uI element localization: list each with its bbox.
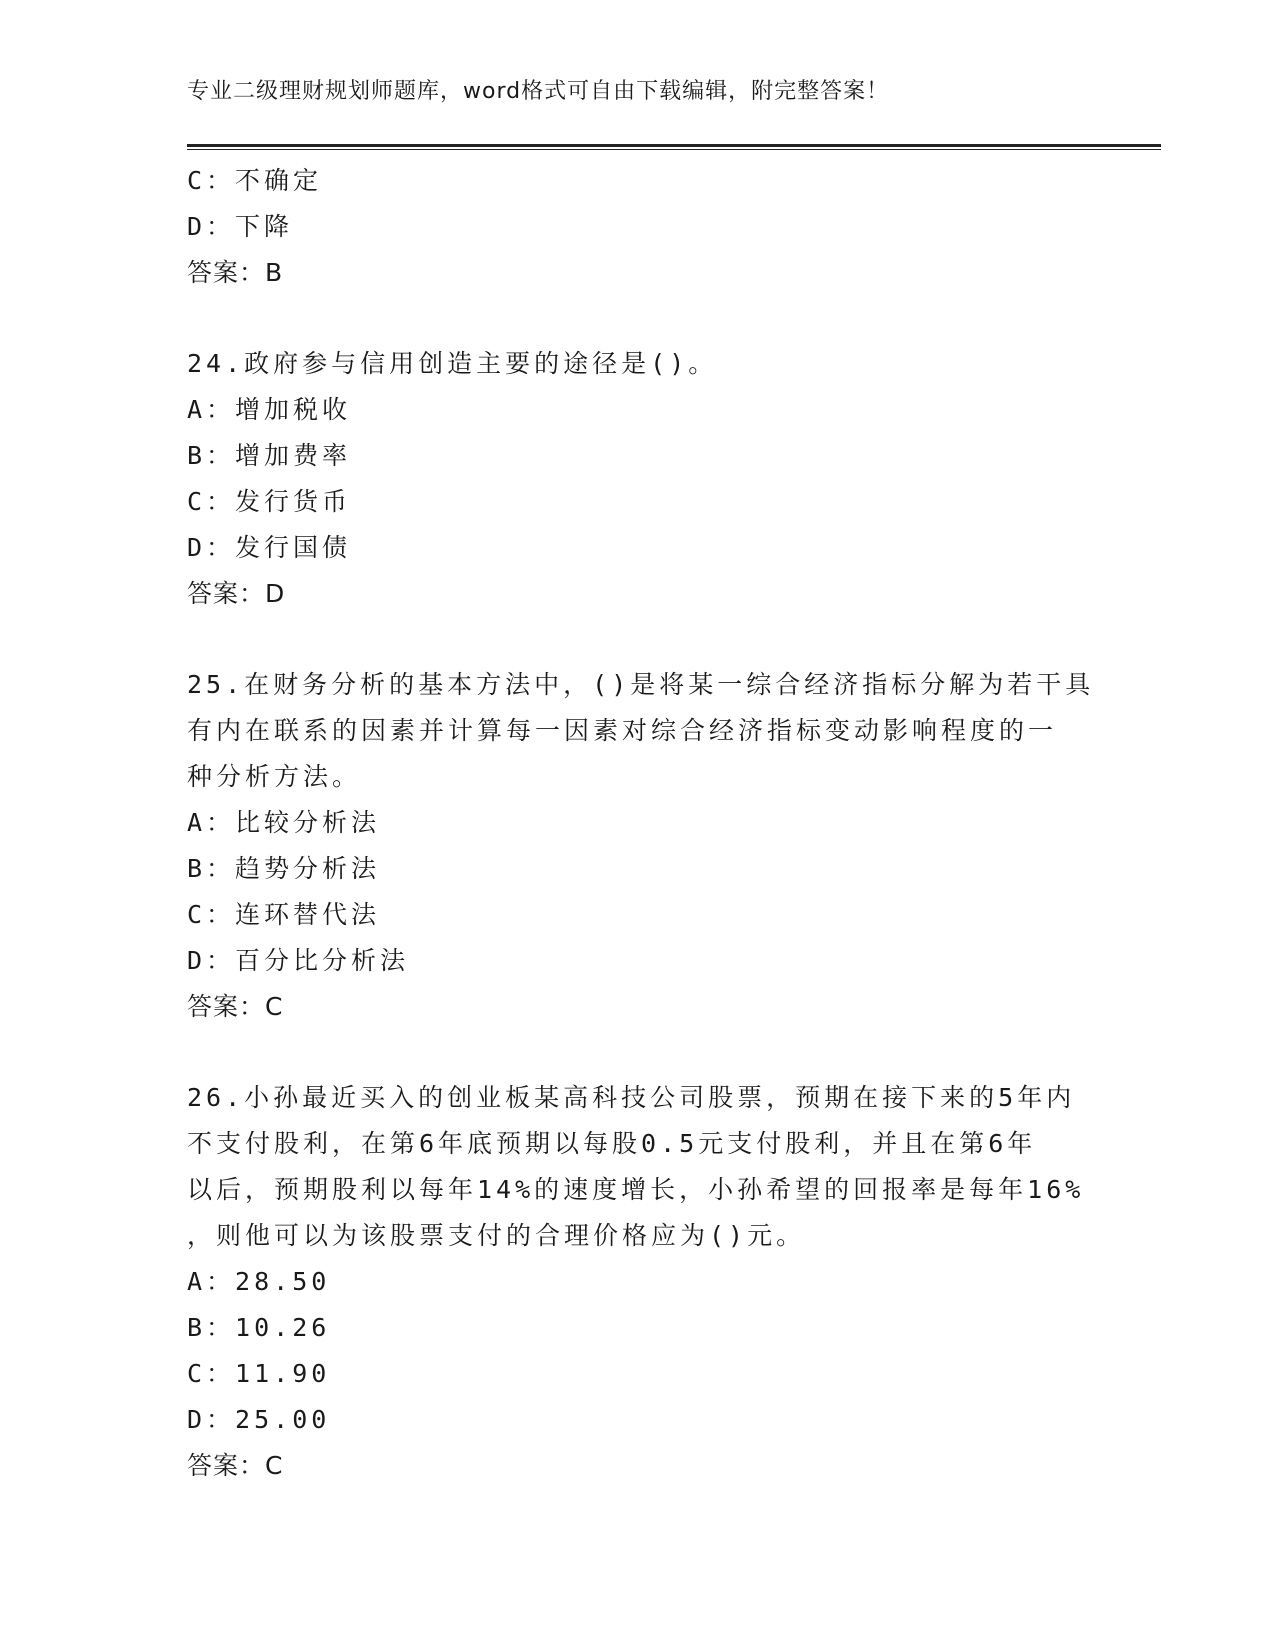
option-a: A：增加税收 (187, 395, 352, 424)
option-d: D：25.00 (187, 1405, 331, 1434)
spacer (187, 1030, 1087, 1075)
answer-line: 答案：C (187, 1451, 284, 1480)
option-c: C：发行货币 (187, 487, 352, 516)
option-b: B：10.26 (187, 1313, 331, 1342)
answer-line: 答案：D (187, 579, 286, 608)
question-stem-line: ，则他可以为该股票支付的合理价格应为()元。 (187, 1221, 806, 1250)
option-d: D：发行国债 (187, 533, 352, 562)
page-header: 专业二级理财规划师题库，word格式可自由下载编辑，附完整答案！ (187, 79, 890, 104)
option-b: B：趋势分析法 (187, 854, 381, 883)
question-stem-line: 以后，预期股利以每年14%的速度增长，小孙希望的回报率是每年16% (187, 1175, 1085, 1204)
option-b: B：增加费率 (187, 441, 352, 470)
question-stem-line: 25.在财务分析的基本方法中，()是将某一综合经济指标分解为若干具 (187, 670, 1095, 699)
spacer (187, 617, 1087, 662)
question-stem-line: 种分析方法。 (187, 762, 362, 791)
option-a: A：比较分析法 (187, 808, 381, 837)
spacer (187, 296, 1087, 341)
question-stem: 24.政府参与信用创造主要的途径是()。 (187, 349, 718, 378)
question-stem-line: 有内在联系的因素并计算每一因素对综合经济指标变动影响程度的一 (187, 716, 1058, 745)
option-d: D：下降 (187, 212, 294, 241)
answer-line: 答案：B (187, 258, 284, 287)
answer-line: 答案：C (187, 992, 284, 1021)
question-stem-line: 不支付股利，在第6年底预期以每股0.5元支付股利，并且在第6年 (187, 1129, 1037, 1158)
option-a: A：28.50 (187, 1267, 331, 1296)
question-list (187, 158, 1095, 1489)
header-divider (187, 144, 1161, 150)
option-c: C：连环替代法 (187, 900, 381, 929)
question-24 (187, 341, 1087, 617)
question-23 (187, 158, 1087, 296)
question-stem-line: 26.小孙最近买入的创业板某高科技公司股票，预期在接下来的5年内 (187, 1083, 1076, 1112)
option-c: C：11.90 (187, 1359, 331, 1388)
question-25 (187, 662, 1095, 1030)
option-d: D：百分比分析法 (187, 946, 410, 975)
option-c: C：不确定 (187, 166, 323, 195)
question-26 (187, 1075, 1087, 1489)
